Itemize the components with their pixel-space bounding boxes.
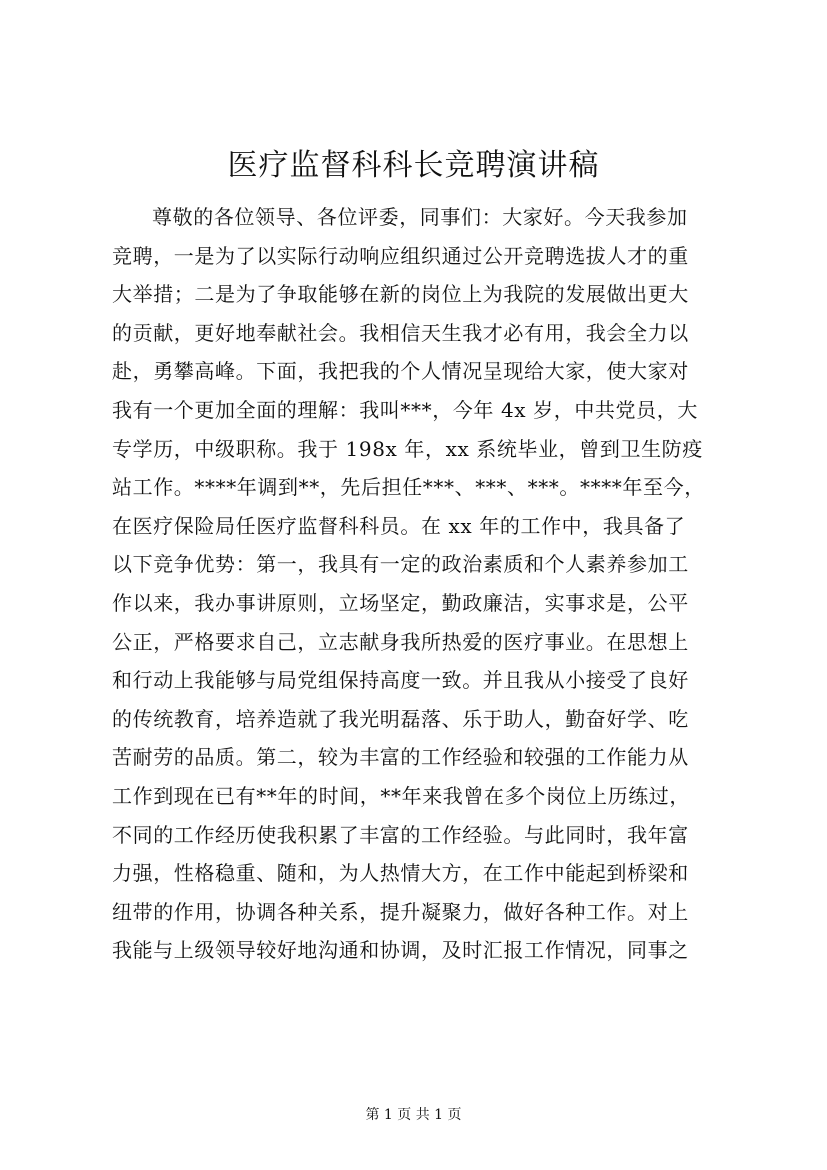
body-line: 的传统教育，培养造就了我光明磊落、乐于助人，勤奋好学、吃 [112,706,689,731]
body-line: 赴，勇攀高峰。下面，我把我的个人情况呈现给大家，使大家对 [112,359,689,384]
body-line: 尊敬的各位领导、各位评委，同事们：大家好。今天我参加 [152,205,688,229]
body-line: 站工作。****年调到**，先后担任***、***、***。****年至今， [112,475,705,500]
body-line: 在医疗保险局任医疗监督科科员。在 xx 年的工作中，我具备了 [112,513,686,538]
body-line: 力强，性格稳重、随和，为人热情大方，在工作中能起到桥梁和 [112,861,689,886]
page-number-footer: 第 1 页 共 1 页 [365,1107,462,1123]
body-line: 我有一个更加全面的理解：我叫***，今年 4x 岁，中共党员，大 [112,397,698,422]
body-line: 的贡献，更好地奉献社会。我相信天生我才必有用，我会全力以 [112,320,689,345]
body-line: 我能与上级领导较好地沟通和协调，及时汇报工作情况，同事之 [112,938,689,963]
body-line: 苦耐劳的品质。第二，较为丰富的工作经验和较强的工作能力从 [112,745,689,770]
body-line: 大举措；二是为了争取能够在新的岗位上为我院的发展做出更大 [112,282,689,307]
body-line: 纽带的作用，协调各种关系，提升凝聚力，做好各种工作。对上 [112,899,689,924]
document-title: 医疗监督科科长竞聘演讲稿 [227,148,600,183]
document-body [112,198,732,970]
body-line: 竞聘，一是为了以实际行动响应组织通过公开竞聘选拔人才的重 [112,243,689,268]
body-line: 作以来，我办事讲原则，立场坚定，勤政廉洁，实事求是，公平 [112,590,689,615]
body-line: 专学历，中级职称。我于 198x 年，xx 系统毕业，曾到卫生防疫 [112,436,703,461]
body-line: 工作到现在已有**年的时间，**年来我曾在多个岗位上历练过， [112,783,690,808]
body-line: 和行动上我能够与局党组保持高度一致。并且我从小接受了良好 [112,668,689,693]
body-line: 以下竞争优势：第一，我具有一定的政治素质和个人素养参加工 [112,552,689,577]
body-line: 公正，严格要求自己，立志献身我所热爱的医疗事业。在思想上 [112,629,689,654]
body-line: 不同的工作经历使我积累了丰富的工作经验。与此同时，我年富 [112,822,689,847]
